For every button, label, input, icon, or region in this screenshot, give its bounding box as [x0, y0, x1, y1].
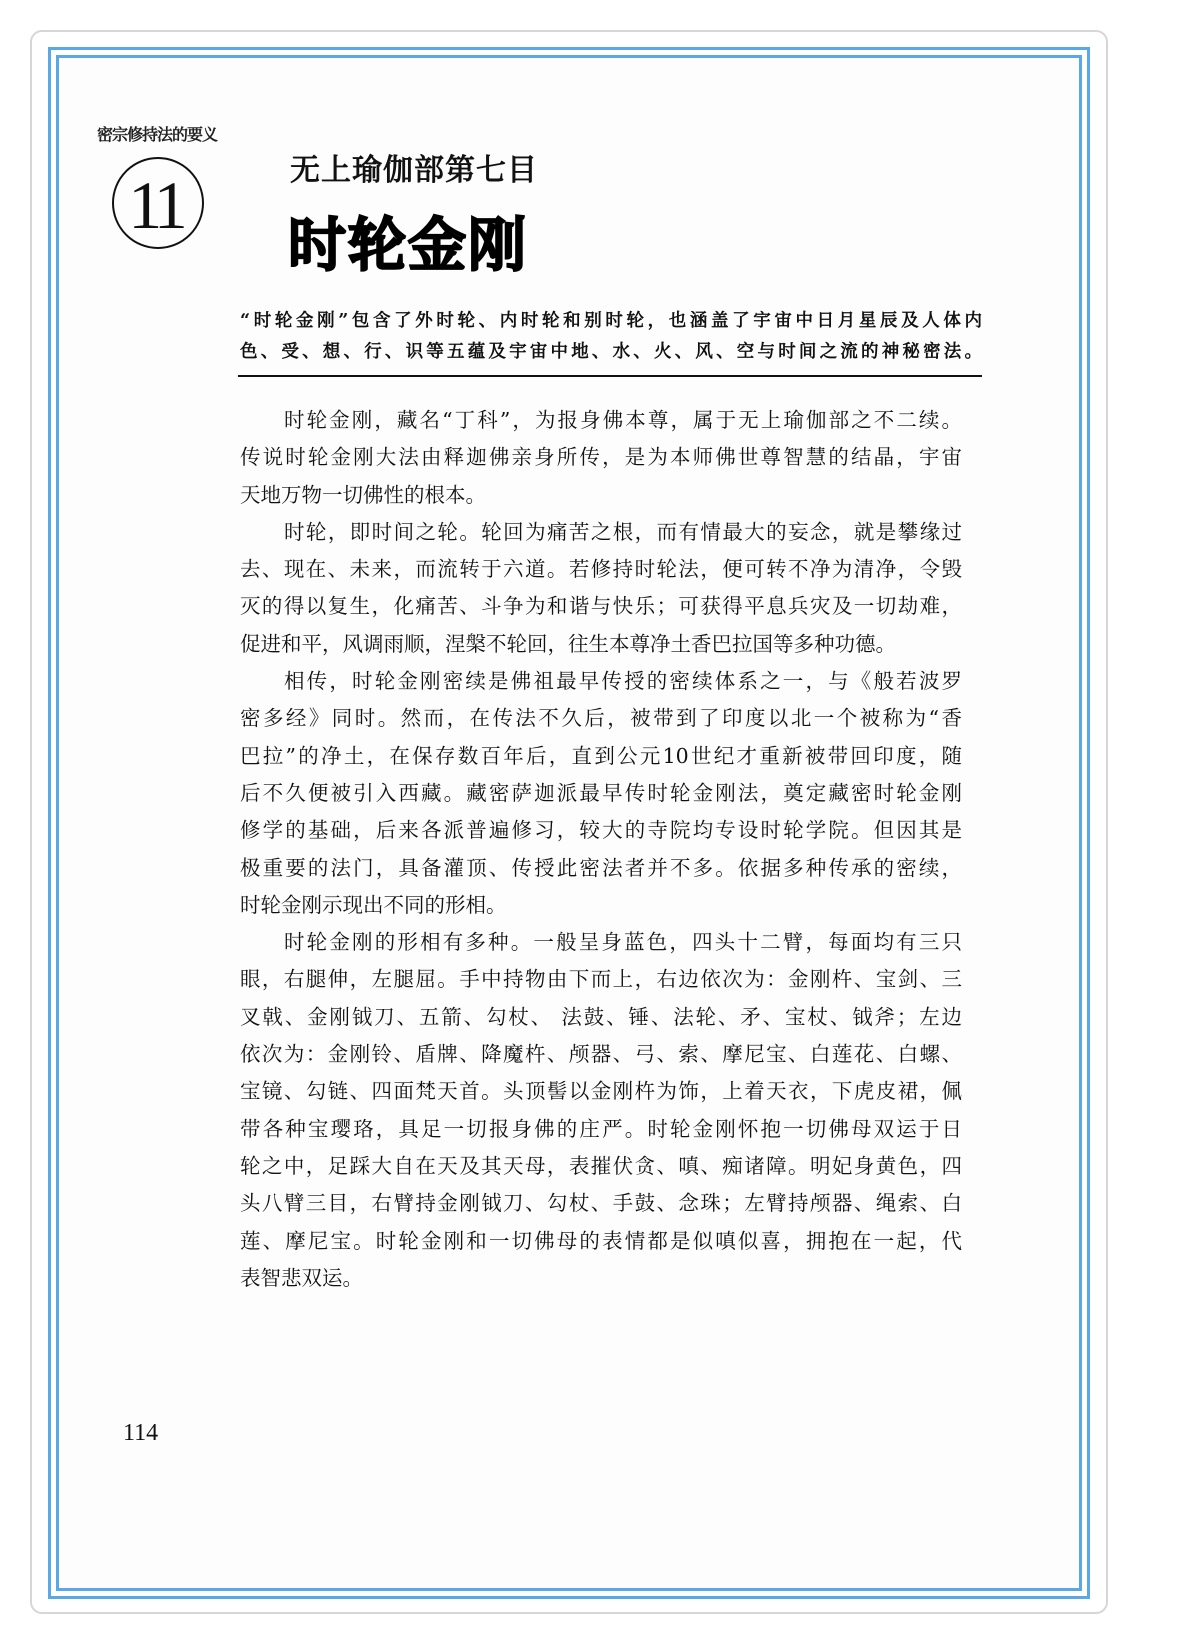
paragraph: [240, 402, 962, 514]
paragraph: [240, 924, 962, 1297]
paragraph-line: 叉戟、金刚钺刀、五箭、勾杖、 法鼓、锤、法轮、矛、宝杖、钺斧；左边: [240, 1004, 962, 1029]
paragraph: [240, 514, 962, 663]
body-text: [240, 402, 962, 1297]
chapter-number-badge: [112, 157, 204, 249]
paragraph-line: 依次为：金刚铃、盾牌、降魔杵、颅器、弓、索、摩尼宝、白莲花、白螺、: [240, 1042, 962, 1067]
paragraph-line: 后不久便被引入西藏。藏密萨迦派最早传时轮金刚法，奠定藏密时轮金刚: [240, 780, 962, 805]
paragraph-line: 天地万物一切佛性的根本。: [240, 482, 486, 507]
paragraph-line: 轮之中，足踩大自在天及其天母，表摧伏贪、嗔、痴诸障。明妃身黄色，四: [240, 1153, 962, 1178]
paragraph-line: 密多经》同时。然而，在传法不久后，被带到了印度以北一个被称为“香: [240, 706, 962, 731]
intro-summary: [240, 306, 982, 368]
intro-line: 色、受、想、行、识等五蕴及宇宙中地、水、火、风、空与时间之流的神秘密法。: [240, 342, 982, 362]
series-title: 密宗修持法的要义: [97, 125, 218, 144]
paragraph-line: 宝镜、勾链、四面梵天首。头顶髻以金刚杵为饰，上着天衣，下虎皮裙，佩: [240, 1079, 962, 1104]
paragraph-line: 时轮金刚，藏名“丁科”，为报身佛本尊，属于无上瑜伽部之不二续。: [284, 408, 962, 432]
paragraph-line: 传说时轮金刚大法由释迦佛亲身所传，是为本师佛世尊智慧的结晶，宇宙: [240, 445, 962, 470]
paragraph-line: 相传，时轮金刚密续是佛祖最早传授的密续体系之一，与《般若波罗: [284, 669, 962, 694]
paragraph-line: 去、现在、未来，而流转于六道。若修持时轮法，便可转不净为清净，令毁: [240, 557, 962, 582]
separator-rule: [238, 375, 982, 377]
paragraph-line: 促进和平，风调雨顺，涅槃不轮回，往生本尊净土香巴拉国等多种功德。: [240, 631, 896, 656]
chapter-subtitle: 无上瑜伽部第七目: [290, 153, 538, 188]
chapter-title: 时轮金刚: [288, 211, 529, 279]
paragraph-line: 巴拉”的净土，在保存数百年后，直到公元10世纪才重新被带回印度，随: [240, 743, 962, 768]
paragraph-line: 时轮，即时间之轮。轮回为痛苦之根，而有情最大的妄念，就是攀缘过: [284, 519, 962, 544]
paragraph-line: 时轮金刚的形相有多种。一般呈身蓝色，四头十二臂，每面均有三只: [284, 930, 962, 955]
paragraph: [240, 663, 962, 924]
paragraph-line: 眼，右腿伸，左腿屈。手中持物由下而上，右边依次为：金刚杵、宝剑、三: [240, 967, 962, 992]
intro-line: “时轮金刚”包含了外时轮、内时轮和别时轮，也涵盖了宇宙中日月星辰及人体内: [240, 311, 982, 331]
paragraph-line: 极重要的法门，具备灌顶、传授此密法者并不多。依据多种传承的密续，: [240, 855, 962, 880]
page-number: 114: [123, 1420, 159, 1446]
paragraph-line: 带各种宝璎珞，具足一切报身佛的庄严。时轮金刚怀抱一切佛母双运于日: [240, 1116, 962, 1141]
paragraph-line: 灭的得以复生，化痛苦、斗争为和谐与快乐；可获得平息兵灾及一切劫难，: [240, 594, 962, 619]
paragraph-line: 表智悲双运。: [240, 1265, 363, 1290]
paragraph-line: 修学的基础，后来各派普遍修习，较大的寺院均专设时轮学院。但因其是: [240, 818, 962, 843]
paragraph-line: 时轮金刚示现出不同的形相。: [240, 892, 507, 917]
paragraph-line: 莲、摩尼宝。时轮金刚和一切佛母的表情都是似嗔似喜，拥抱在一起，代: [240, 1228, 962, 1253]
paragraph-line: 头八臂三目，右臂持金刚钺刀、勾杖、手鼓、念珠；左臂持颅器、绳索、白: [240, 1191, 962, 1216]
chapter-number: 11: [128, 167, 182, 243]
